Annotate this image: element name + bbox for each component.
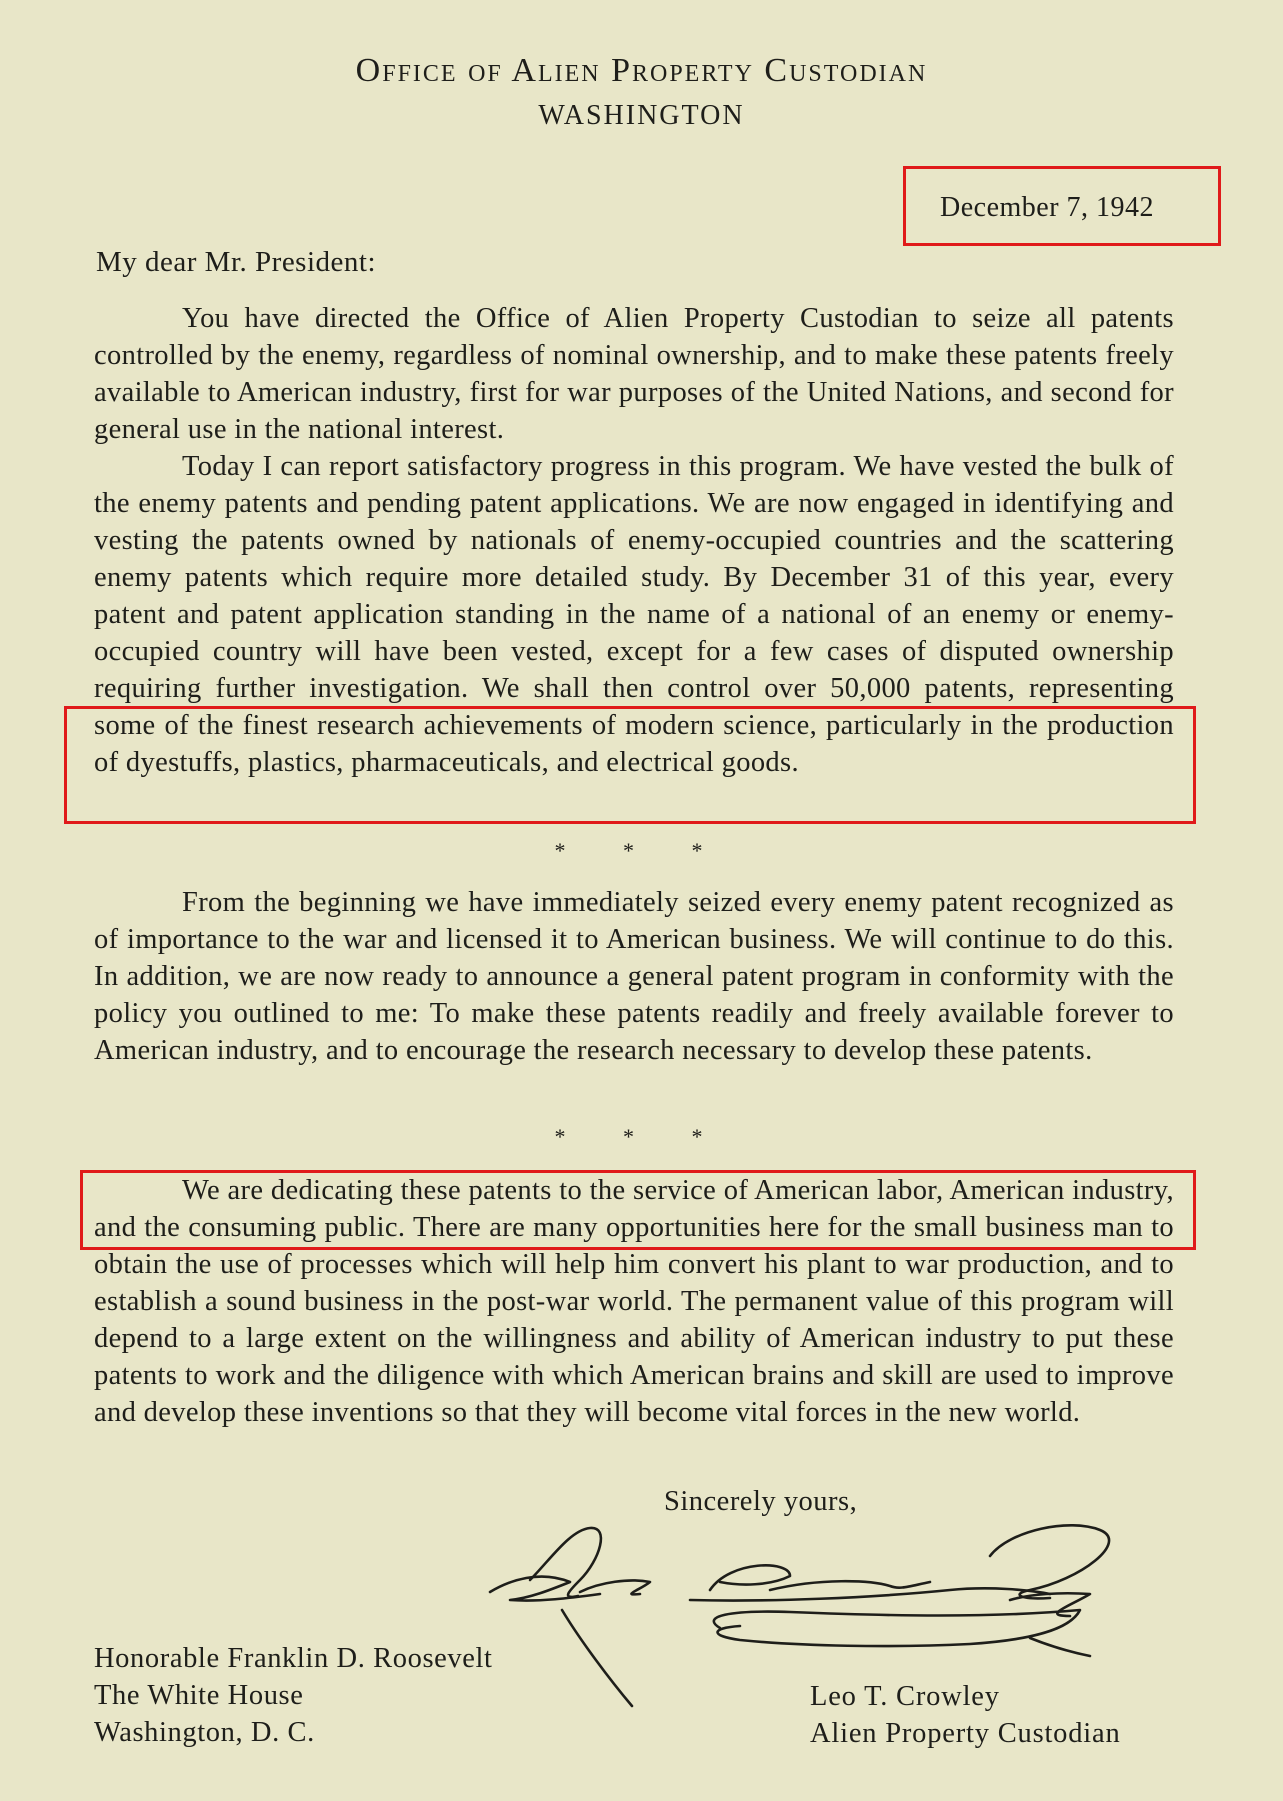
addressee-name: Honorable Franklin D. Roosevelt xyxy=(94,1643,493,1674)
section-separator: * * * xyxy=(554,1124,729,1149)
closing: Sincerely yours, xyxy=(664,1486,858,1517)
paragraph-text: You have directed the Office of Alien Property Custodian to seize all patents controlled by the enemy, regardless of nominal ownership, and to make these patents freely available to American industry, first for war purposes of the United Nations, and second for general use in the national interest. xyxy=(94,303,1174,445)
signer-block xyxy=(810,1678,1121,1752)
salutation: My dear Mr. President: xyxy=(96,246,377,278)
paragraph-1 xyxy=(94,300,1174,448)
addressee-block xyxy=(94,1640,493,1751)
highlight-box-date xyxy=(903,166,1221,246)
highlight-box-patents xyxy=(64,706,1196,824)
signer-name: Leo T. Crowley xyxy=(810,1681,1000,1712)
paragraph-text: From the beginning we have immediately seized every enemy patent recognized as of importance to the war and licensed it to American business. We will continue to do this. In addition, we are now ready to announce a general patent program in conformity with the policy you outlined to me: To make these patents readily and freely available forever to American industry, and to encourage the research necessary to develop these patents. xyxy=(94,887,1174,1066)
letterhead-city: WASHINGTON xyxy=(538,100,745,131)
signer-title: Alien Property Custodian xyxy=(810,1718,1121,1749)
addressee-line: The White House xyxy=(94,1680,304,1711)
addressee-line: Washington, D. C. xyxy=(94,1717,315,1748)
letterhead-office: Office of Alien Property Custodian xyxy=(355,52,928,89)
letter-date: December 7, 1942 xyxy=(940,192,1155,223)
paragraph-text: Today I can report satisfactory progress in this program. We have vested the bulk of the enemy patents and pending patent applications. We are now engaged in identifying and vesting the patents owned by nationals of enemy-occupied countries and the scattering enemy patents which require more detailed study. By December 31 of this year, every patent and patent application standing in the name of a national of an enemy or enemy-occupied country will have been vested, except for a few cases of disputed ownership requiring further investigation. We shall then control over 50,000 patents, representing some of the finest research achievements of modern science, particularly in the production of dyestuffs, plastics, pharmaceuticals, and electrical goods. xyxy=(94,451,1174,778)
highlight-box-dedication xyxy=(80,1170,1196,1250)
paragraph-3 xyxy=(94,884,1174,1069)
paragraph-text: We are dedicating these patents to the service of American labor, American industry, and the consuming public. There are many opportunities here for the small business man to obtain the use of processes which will help him convert his plant to war production, and to establish a sound business in the post-war world. The permanent value of this program will depend to a large extent on the willingness and ability of American industry to put these patents to work and the diligence with which American brains and skill are used to improve and develop these inventions so that they will become vital forces in the new world. xyxy=(94,1175,1174,1428)
section-separator: * * * xyxy=(554,838,729,863)
